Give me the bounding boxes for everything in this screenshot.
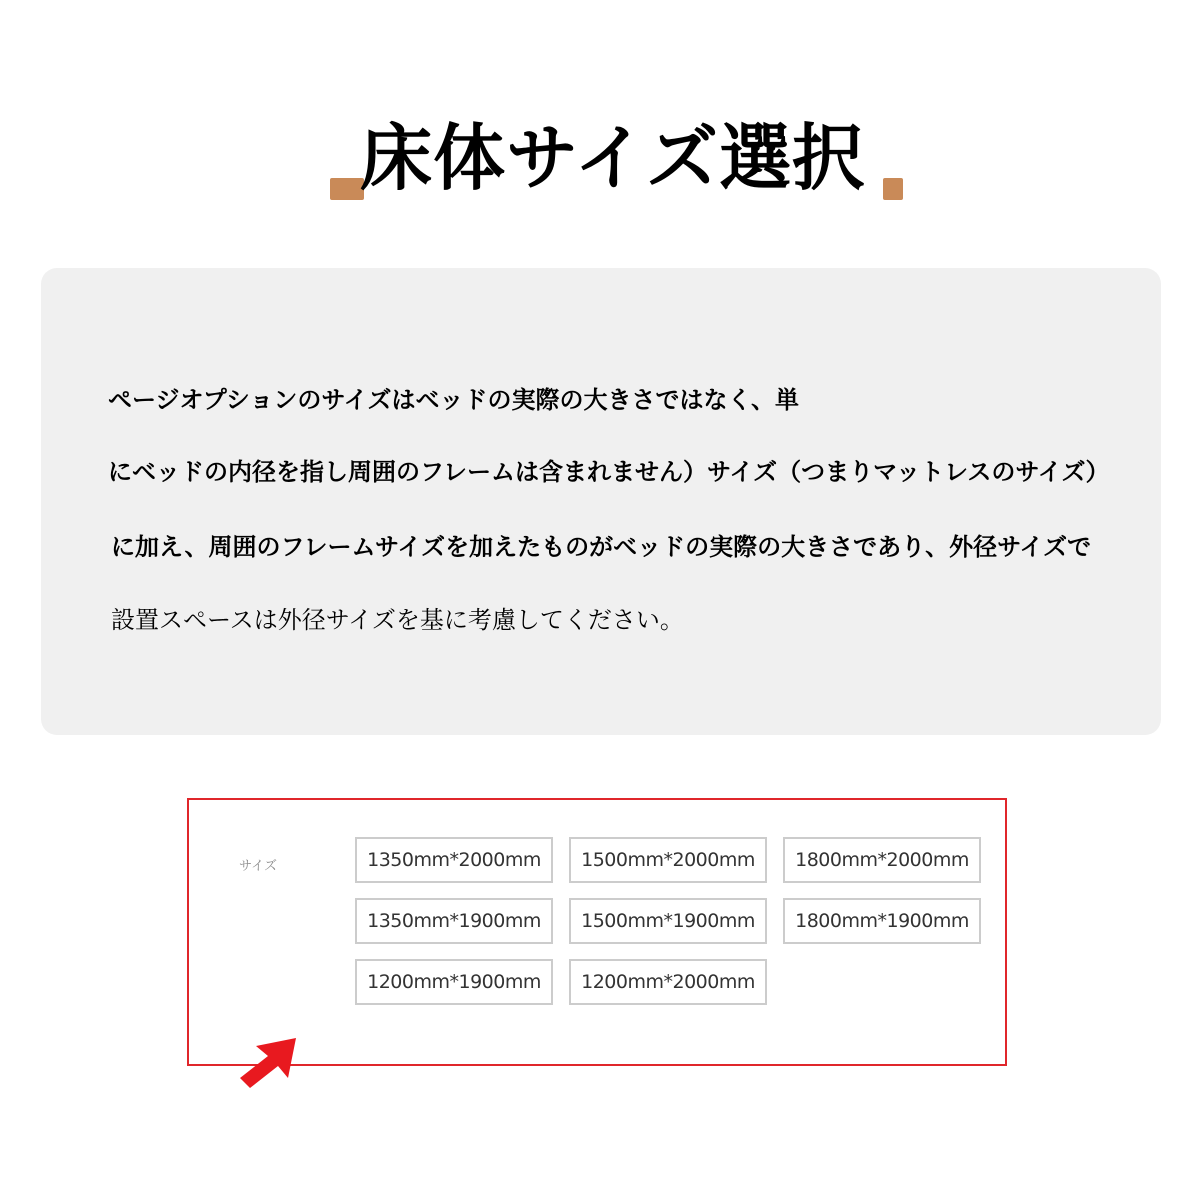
size-option-1500x2000[interactable]: 1500mm*2000mm <box>569 837 767 883</box>
size-label: サイズ <box>239 859 277 874</box>
info-line-2: にベッドの内径を指し周囲のフレームは含まれません）サイズ（つまりマットレスのサイズ） <box>108 458 1110 486</box>
pointer-arrow-icon <box>236 1034 302 1092</box>
title-accent-left <box>330 178 364 200</box>
size-option-1350x1900[interactable]: 1350mm*1900mm <box>355 898 553 944</box>
title-banner <box>330 100 905 205</box>
size-option-1200x2000[interactable]: 1200mm*2000mm <box>569 959 767 1005</box>
size-option-1800x1900[interactable]: 1800mm*1900mm <box>783 898 981 944</box>
size-option-1500x1900[interactable]: 1500mm*1900mm <box>569 898 767 944</box>
info-line-1: ページオプションのサイズはベッドの実際の大きさではなく、単 <box>108 386 799 414</box>
info-line-3: に加え、周囲のフレームサイズを加えたものがベッドの実際の大きさであり、外径サイズで <box>111 533 1092 561</box>
page-title: 床体サイズ選択 <box>360 116 866 200</box>
info-card <box>41 268 1161 735</box>
size-option-1800x2000[interactable]: 1800mm*2000mm <box>783 837 981 883</box>
size-option-1350x2000[interactable]: 1350mm*2000mm <box>355 837 553 883</box>
info-line-4: 設置スペースは外径サイズを基に考慮してください。 <box>111 606 684 634</box>
size-option-1200x1900[interactable]: 1200mm*1900mm <box>355 959 553 1005</box>
title-accent-right <box>883 178 903 200</box>
size-selector-panel <box>187 798 1007 1066</box>
